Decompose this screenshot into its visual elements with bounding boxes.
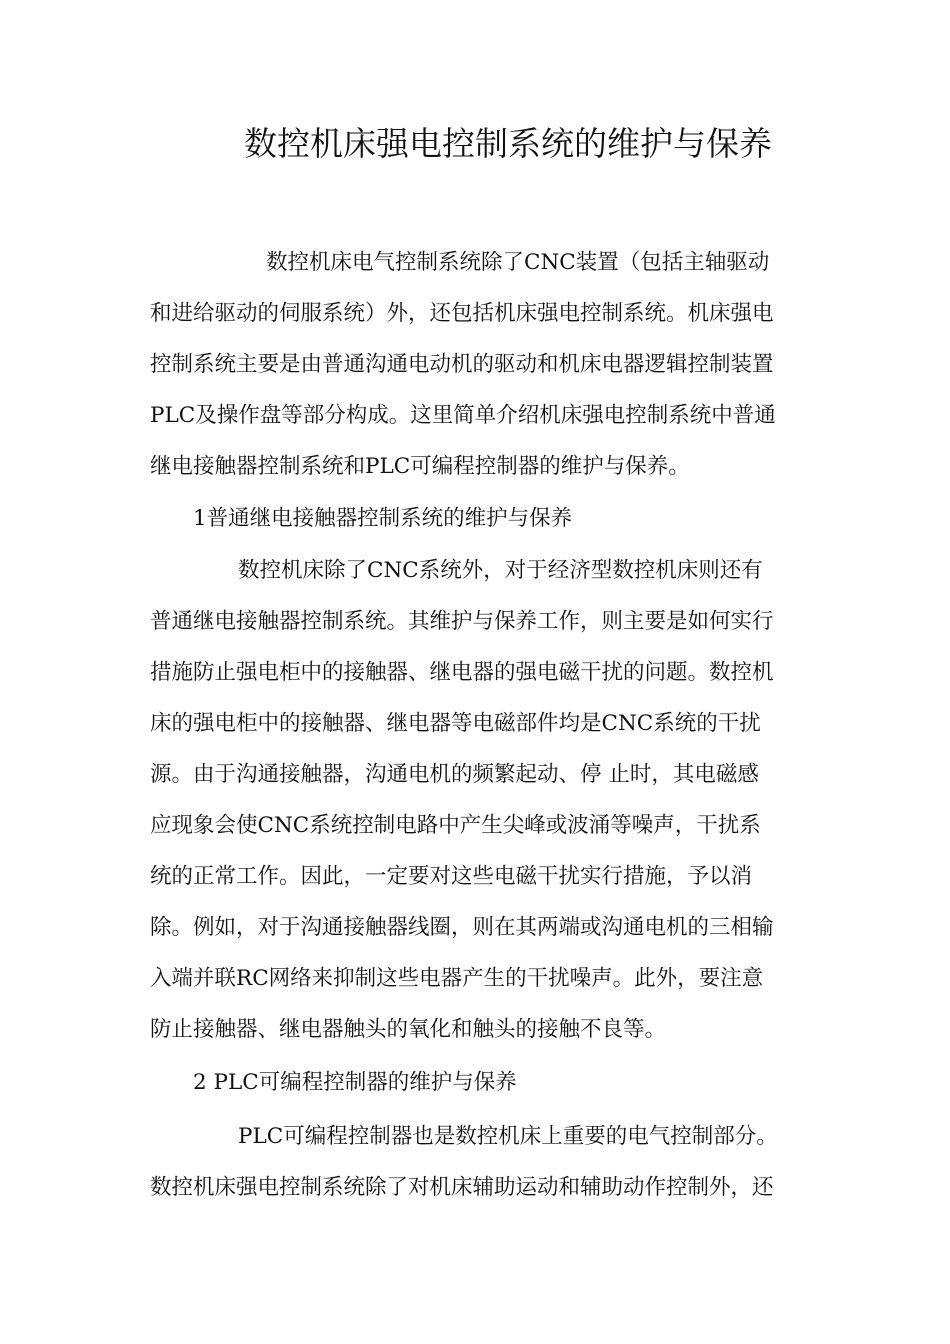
paragraph-2-line-8: 除。例如，对于沟通接触器线圈，则在其两端或沟通电机的三相输 xyxy=(150,915,774,940)
paragraph-1-line-4: PLC及操作盘等部分构成。这里简单介绍机床强电控制系统中普通 xyxy=(150,403,776,428)
paragraph-1-line-5: 继电接触器控制系统和PLC可编程控制器的维护与保养。 xyxy=(150,454,690,479)
section-heading-2: 2 PLC可编程控制器的维护与保养 xyxy=(193,1070,517,1095)
paragraph-2-line-2: 普通继电接触器控制系统。其维护与保养工作，则主要是如何实行 xyxy=(150,609,774,634)
document-title: 数控机床强电控制系统的维护与保养 xyxy=(244,124,772,163)
paragraph-1-line-1: 数控机床电气控制系统除了CNC装置（包括主轴驱动 xyxy=(266,250,770,275)
paragraph-2-line-10: 防止接触器、继电器触头的氧化和触头的接触不良等。 xyxy=(150,1017,667,1042)
paragraph-2-line-1: 数控机床除了CNC系统外，对于经济型数控机床则还有 xyxy=(238,558,763,583)
paragraph-2-line-5: 源。由于沟通接触器，沟通电机的频繁起动、停 止时，其电磁感 xyxy=(150,762,759,787)
paragraph-2-line-3: 措施防止强电柜中的接触器、继电器的强电磁干扰的问题。数控机 xyxy=(150,660,774,685)
paragraph-2-line-9: 入端并联RC网络来抑制这些电器产生的干扰噪声。此外，要注意 xyxy=(150,966,764,991)
paragraph-3-line-1: PLC可编程控制器也是数控机床上重要的电气控制部分。 xyxy=(238,1124,778,1149)
paragraph-1-line-3: 控制系统主要是由普通沟通电动机的驱动和机床电器逻辑控制装置 xyxy=(150,352,774,377)
paragraph-2-line-7: 统的正常工作。因此，一定要对这些电磁干扰实行措施，予以消 xyxy=(150,864,753,889)
paragraph-2-line-4: 床的强电柜中的接触器、继电器等电磁部件均是CNC系统的干扰 xyxy=(150,711,761,736)
paragraph-3-line-2: 数控机床强电控制系统除了对机床辅助运动和辅助动作控制外，还 xyxy=(150,1175,774,1200)
paragraph-1-line-2: 和进给驱动的伺服系统）外，还包括机床强电控制系统。机床强电 xyxy=(150,301,774,326)
paragraph-2-line-6: 应现象会使CNC系统控制电路中产生尖峰或波涌等噪声，干扰系 xyxy=(150,813,761,838)
section-heading-1: 1普通继电接触器控制系统的维护与保养 xyxy=(193,506,573,531)
